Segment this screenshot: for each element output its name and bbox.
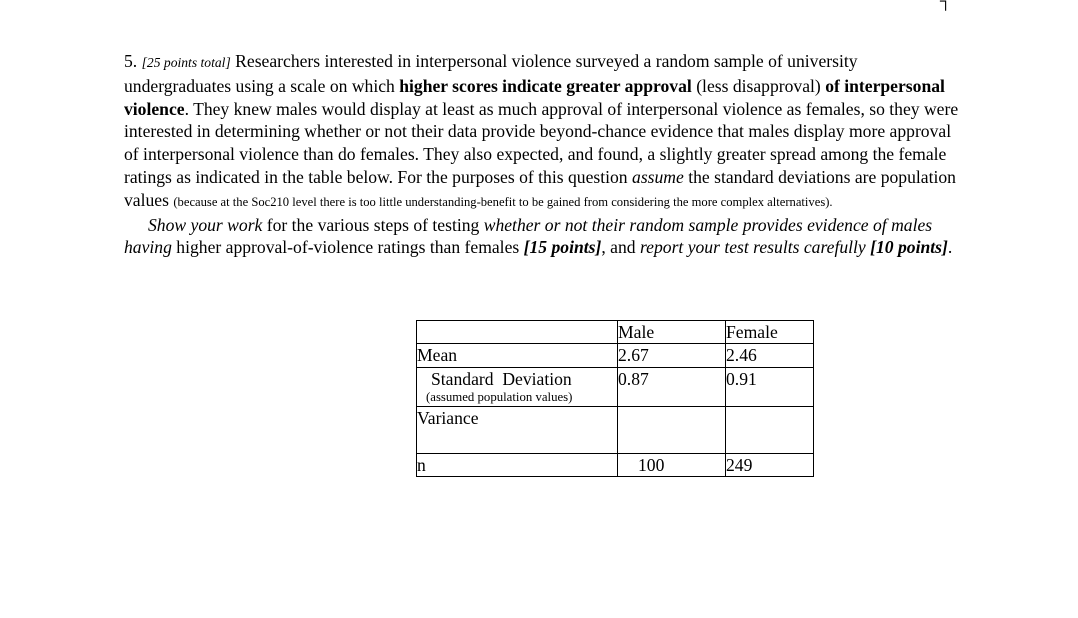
text-run: higher approval-of-violence ratings than females	[171, 237, 524, 258]
text-run: the standard deviations are population values	[124, 166, 956, 210]
sd-label-cell	[417, 368, 618, 407]
text-run: (less disapproval)	[691, 75, 826, 96]
sd-female: 0.91	[726, 368, 814, 407]
header-male: Male	[618, 321, 726, 344]
italic-run: report your test results carefully	[639, 237, 866, 258]
question-paragraph-2	[124, 214, 964, 260]
variance-label: Variance	[417, 407, 618, 454]
mean-female: 2.46	[726, 344, 814, 368]
question-number: 5.	[124, 51, 138, 71]
text-run: Researchers interested in interpersonal violence surveyed a random sample of university undergraduates using a scale on which	[124, 51, 858, 96]
text-run: .	[947, 237, 953, 258]
sd-male: 0.87	[618, 368, 726, 407]
text-run: for the various steps of testing	[262, 214, 484, 235]
header-empty-cell	[417, 321, 618, 344]
table-row-sd	[417, 368, 814, 407]
table-row-mean	[417, 344, 814, 368]
header-female: Female	[726, 321, 814, 344]
sd-note: (assumed population values)	[426, 390, 573, 404]
small-note: (because at the Soc210 level there is too little understanding-benefit to be gained from considering the more complex alternatives).	[173, 194, 833, 209]
variance-female	[726, 407, 814, 454]
table-row-n	[417, 454, 814, 477]
page-corner-mark: ┐	[940, 0, 952, 10]
n-label: n	[417, 454, 618, 477]
text-run: . They knew males would display at least as much approval of interpersonal violence as females, so they were interested in determining whether or not their data provide beyond-chance evidence that males display more approval of interpersonal violence than do females. They also expected, and found, a slightly greater spread among the female ratings as indicated in the table below. For the purposes of this question	[124, 98, 959, 187]
points-total: [25 points total]	[141, 55, 231, 70]
bold-run: of interpersonal violence	[124, 75, 945, 119]
n-female: 249	[726, 454, 814, 477]
mean-label: Mean	[417, 344, 618, 368]
mean-male: 2.67	[618, 344, 726, 368]
question-paragraph-1	[124, 50, 964, 214]
question-text	[124, 50, 964, 259]
stats-table	[416, 320, 814, 477]
points-label: [15 points]	[523, 237, 602, 258]
text-run: , and	[601, 237, 640, 258]
bold-run: higher scores indicate greater approval	[399, 75, 692, 96]
italic-run: assume	[632, 166, 684, 187]
table-row-variance	[417, 407, 814, 454]
variance-male	[618, 407, 726, 454]
table-header-row	[417, 321, 814, 344]
italic-run: whether or not their random sample provides evidence of males having	[124, 214, 933, 258]
points-label: [10 points]	[870, 237, 948, 258]
italic-run: Show your work	[148, 214, 263, 235]
n-male: 100	[618, 454, 726, 477]
sd-label: Standard Deviation	[431, 369, 572, 389]
